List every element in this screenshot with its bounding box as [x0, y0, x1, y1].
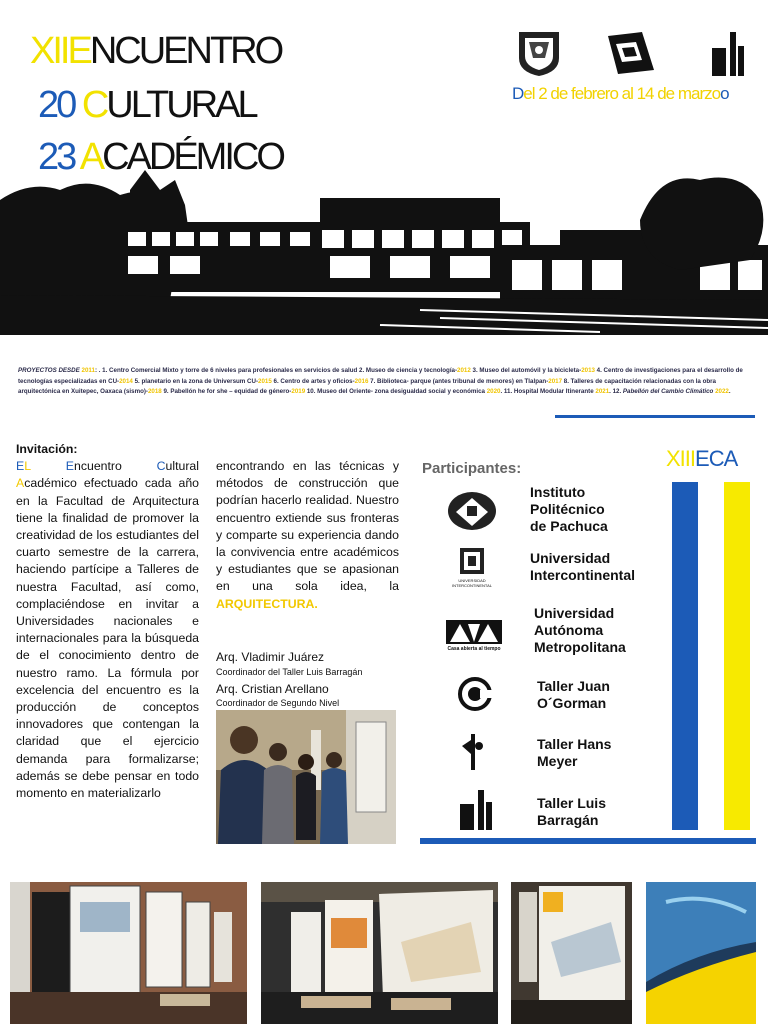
title-line-1: XIIENCUENTRO — [30, 30, 282, 72]
signature-1-name: Arq. Vladimir Juárez — [216, 650, 325, 664]
invitation-col-2 — [216, 458, 399, 613]
uic-caption-2: INTERCONTINENTAL — [452, 583, 492, 588]
invitation-body-1: EL Encuentro Cultural Académico efectuado cada año en la Facultad de Arquitectura tiene la finalidad de promover la creatividad de los estudiantes del cuarto semestre de la carrera, haciendo partícipe a Talleres de nuestra Facultad, así como, complaciéndose en invitar a Universidades nacionales e internacionales para la búsqueda de el conocimiento dentro de nuestro ramo. La fórmula por excelencia del encuentro es la producción de conceptos innovadores que contengan la claridad que el ejercicio demanda para formalizarse; además se debe pensar en todo momento en materializarlo — [16, 459, 199, 801]
projects-list: PROYECTOS DESDE 2011: . 1. Centro Comercial Mixto y torre de 6 niveles para profesionales en servicios de salud 2. Museo de ciencia y tecnología-2012 3. Museo del automóvil y la bicicleta-2013 4. Centro de investigaciones para el desarrollo de tecnologías especializadas en CU-2014 5. planetario en la zona de Universum CU-2015 6. Centro de artes y oficios-2016 7. Biblioteca- parque (antes tribunal de menores) en Tlalpan-2017 8. Talleres de capacitación relacionadas con la obra arquitectónica en Xuitepec, Oaxaca (sismo)-2018 9. Pabellón he for she – equidad de género-2019 10. Museo del Oriente- zona desigualdad social y económica 2020. 11. Hospital Modular Itinerante 2021. 12. Pabellón del Cambio Climático 2022. — [18, 367, 743, 395]
participant-uam: Universidad Autónoma Metropolitana — [534, 605, 626, 655]
ogorman-logo-icon — [458, 676, 492, 712]
people-photo — [216, 710, 396, 844]
invitation-body-2: encontrando en las técnicas y métodos de construcción que podrían hacerlo realidad. Nuestro encuentro extiende sus fronteras y comparte su experiencia dando la convivencia entre académicos y estudiantes que se apasionan en una sola idea, la ARQUITECTURA. — [216, 459, 399, 611]
faculty-logo-icon — [606, 30, 656, 76]
invitation-heading: Invitación: — [16, 442, 78, 456]
blue-vertical-bar — [672, 482, 698, 830]
participant-ipp: Instituto Politécnico de Pachuca — [530, 484, 608, 534]
xiii-eca-badge: XIIIECA — [666, 446, 738, 471]
participant-hans-meyer: Taller Hans Meyer — [537, 736, 612, 769]
invitation-col-1 — [16, 441, 199, 802]
uam-logo-icon — [442, 618, 506, 654]
exhibit-photo-3 — [511, 882, 632, 1024]
exhibit-photo-2 — [261, 882, 498, 1024]
participants-title: Participantes: — [422, 460, 522, 477]
participant-uic: Universidad Intercontinental — [530, 550, 636, 583]
signature-1-role: Coordinador del Taller Luis Barragán — [216, 667, 363, 677]
exhibit-photo-4 — [646, 882, 756, 1024]
participants-bottom-rule — [420, 838, 756, 844]
uam-caption: Casa abierta al tiempo — [447, 646, 501, 652]
participant-barragan: Taller Luis Barragán — [537, 795, 606, 828]
uic-caption-1: UNIVERSIDAD — [458, 578, 486, 583]
yellow-vertical-bar — [724, 482, 750, 830]
building-silhouette-image — [0, 160, 768, 335]
title-line-2: 20 CULTURAL — [38, 84, 256, 126]
barragan-logo-icon — [458, 788, 494, 832]
event-dates: Del 2 de febrero al 14 de marzoo — [512, 84, 729, 103]
ipp-logo-icon — [446, 490, 498, 532]
signature-2-role: Coordinador de Segundo Nivel — [216, 698, 340, 708]
signature-2-name: Arq. Cristian Arellano — [216, 682, 329, 696]
participant-ogorman: Taller Juan O´Gorman — [537, 678, 610, 711]
hans-meyer-logo-icon — [460, 732, 486, 772]
unam-seal-icon — [515, 28, 563, 78]
projects-rule — [555, 415, 755, 418]
taller-barragan-logo-icon — [708, 28, 746, 78]
uic-logo-icon — [446, 548, 498, 592]
exhibit-photo-1 — [10, 882, 247, 1024]
title-line-3: 23 ACADÉMICO — [38, 136, 283, 178]
